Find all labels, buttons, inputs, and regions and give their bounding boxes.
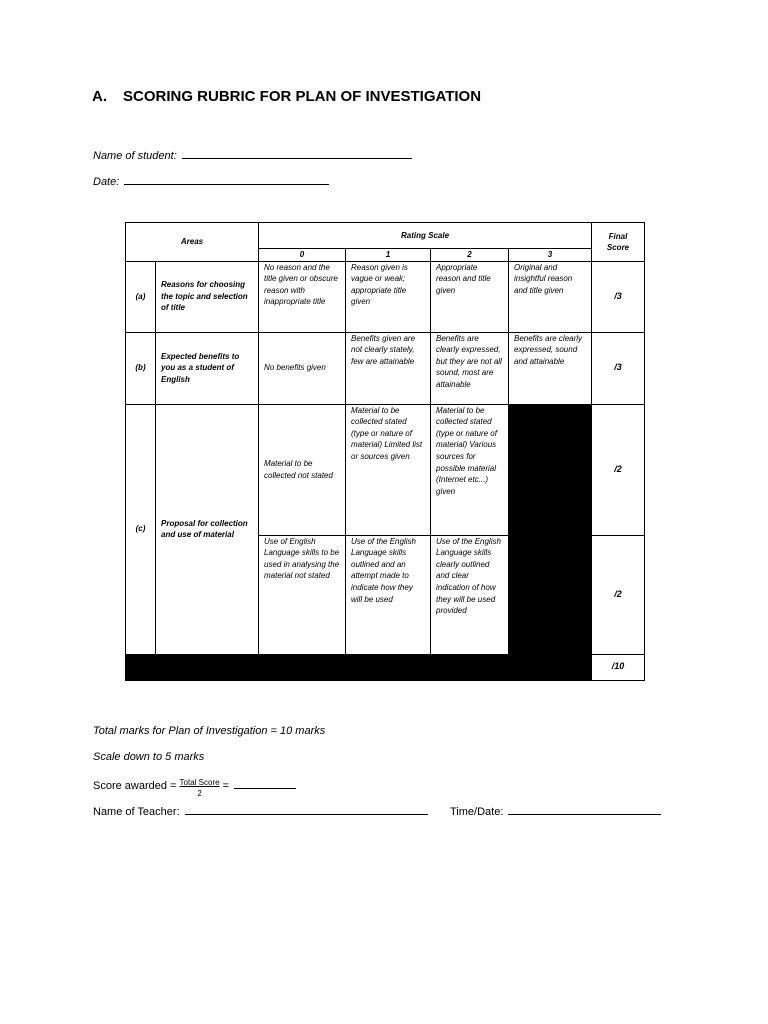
row-c2-scale-0: Use of English Language skills to be used in analysing the material not stated [259,535,346,654]
row-a-scale-2: Appropriate reason and title given [431,261,509,332]
score-awarded-field[interactable] [234,777,296,789]
row-a-scale-3: Original and insightful reason and title given [509,261,592,332]
row-b-scale-3: Benefits are clearly expressed, sound and attainable [509,332,592,404]
fraction-numerator: Total Score [179,778,220,787]
final-score-header: Final Score [592,223,645,262]
row-c-label: (c) [126,404,156,654]
row-c1-scale-1: Material to be collected stated (type or nature of material) Limited list or sources given [346,404,431,535]
row-a-score[interactable]: /3 [592,261,645,332]
rubric-table [125,222,645,681]
row-a-label: (a) [126,261,156,332]
row-c1-scale-2: Material to be collected stated (type or nature of material) Various sources for possible material (Internet etc...) given [431,404,509,535]
row-b [126,332,645,404]
teacher-row [93,803,428,818]
row-c2-score[interactable]: /2 [592,535,645,654]
row-b-area: Expected benefits to you as a student of English [156,332,259,404]
score-awarded-row [93,777,296,799]
scale-0: 0 [259,249,346,262]
score-awarded-label: Score awarded = [93,780,177,792]
row-c2-scale-2: Use of the English Language skills clearly outlined and clear indication of how they will be used provided [431,535,509,654]
section-title: SCORING RUBRIC FOR PLAN OF INVESTIGATION [123,88,482,105]
row-c-material [126,404,645,535]
total-score[interactable]: /10 [592,654,645,680]
row-c-scale-3-shaded [509,404,592,654]
date-field[interactable] [124,173,329,185]
fraction-denominator: 2 [197,789,202,798]
student-name-row [93,147,412,162]
date-row [93,173,329,188]
section-number: A. [92,88,107,105]
total-row-shaded [126,654,592,680]
teacher-name-field[interactable] [185,803,428,815]
teacher-name-label: Name of Teacher: [93,806,180,818]
row-b-scale-1: Benefits given are not clearly stately, few are attainable [346,332,431,404]
scale-1: 1 [346,249,431,262]
row-c1-scale-0: Material to be collected not stated [259,404,346,535]
rating-scale-header: Rating Scale [259,223,592,249]
total-marks-text: Total marks for Plan of Investigation = 10 marks [93,725,326,737]
row-a-area: Reasons for choosing the topic and selection of title [156,261,259,332]
score-fraction [180,777,220,799]
row-a [126,261,645,332]
equals-sign: = [222,780,230,792]
row-b-scale-2: Benefits are clearly expressed, but they are not all sound, most are attainable [431,332,509,404]
scale-down-text: Scale down to 5 marks [93,751,205,763]
time-date-label: Time/Date: [450,806,504,818]
header-row [126,223,645,249]
time-date-field[interactable] [508,803,661,815]
total-row [126,654,645,680]
row-b-scale-0: No benefits given [259,332,346,404]
row-c2-scale-1: Use of the English Language skills outlined and an attempt made to indicate how they will be used [346,535,431,654]
document-title [92,88,481,105]
row-c-area: Proposal for collection and use of material [156,404,259,654]
date-label: Date: [93,176,120,188]
student-name-field[interactable] [182,147,412,159]
row-a-scale-0: No reason and the title given or obscure reason with inappropriate title [259,261,346,332]
time-date-row [450,803,661,818]
scale-2: 2 [431,249,509,262]
row-b-score[interactable]: /3 [592,332,645,404]
row-b-label: (b) [126,332,156,404]
row-a-scale-1: Reason given is vague or weak; appropriate title given [346,261,431,332]
scale-3: 3 [509,249,592,262]
row-c1-score[interactable]: /2 [592,404,645,535]
student-name-label: Name of student: [93,150,177,162]
areas-header: Areas [126,223,259,262]
